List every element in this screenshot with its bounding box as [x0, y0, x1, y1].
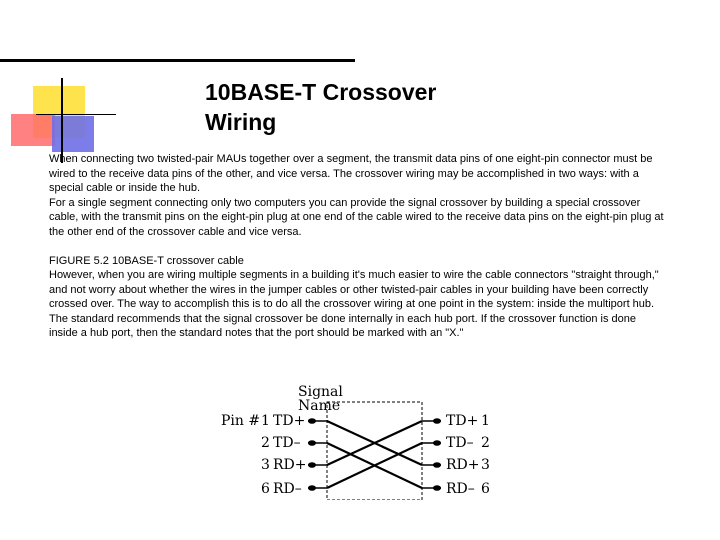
left-pin-2: 2 — [261, 435, 270, 451]
right-signal-td-minus: TD– — [446, 435, 474, 451]
left-signal-rd-plus: RD+ — [273, 457, 307, 473]
left-signal-td-plus: TD+ — [273, 413, 306, 429]
decor-horizontal-line — [36, 114, 116, 115]
crossover-box — [327, 402, 422, 500]
figure-header-signal: Signal — [298, 384, 343, 400]
pin-prefix-label: Pin # — [221, 413, 261, 429]
right-dot-2 — [433, 440, 441, 446]
right-dot-1 — [433, 418, 441, 424]
slide-title — [205, 77, 436, 137]
right-pin-2: 2 — [481, 435, 490, 451]
decor-red-square — [11, 114, 55, 146]
right-dot-3 — [433, 462, 441, 468]
right-signal-td-plus: TD+ — [446, 413, 479, 429]
figure-caption: FIGURE 5.2 10BASE-T crossover cable — [49, 254, 244, 267]
right-signal-rd-minus: RD– — [446, 481, 475, 497]
paragraph-4: The standard recommends that the signal crossover be done internally in each hub port. If the crossover function is done inside a hub port, then the standard notes that the port should be marked with an "X." — [49, 312, 636, 339]
left-pin-3: 3 — [261, 457, 270, 473]
paragraph-1: When connecting two twisted-pair MAUs together over a segment, the transmit data pins of one eight-pin connector must be wired to the receive data pins of the other, and vice versa. The crossover wiring may be accomplished in two ways: with a special cable or inside the hub. — [49, 153, 653, 194]
figure-header-name: Name — [298, 398, 341, 414]
paragraph-2: For a single segment connecting only two computers you can provide the signal crossover by building a special crossover cable, with the transmit pins on the eight-pin plug at one end of the cable wired to the receive data pins on the eight-pin plug at the other end of the crossover cable and vice versa. — [49, 196, 664, 238]
paragraph-3: However, when you are wiring multiple segments in a building it's much easier to wire the cable connectors "straight through," and not worry about whether the wires in the jumper cables or other twisted-pair cables in your building have been correctly crossed over. The way to accomplish this is to do all the crossover wiring at one point in the system: inside the multiport hub. — [49, 269, 659, 310]
left-pin-1: 1 — [261, 413, 270, 429]
left-dot-1 — [308, 418, 316, 424]
left-signal-rd-minus: RD– — [273, 481, 302, 497]
right-pin-3: 3 — [481, 457, 490, 473]
left-pin-6: 6 — [261, 481, 270, 497]
decor-vertical-line — [61, 78, 63, 163]
slide-body — [49, 152, 664, 341]
decor-blue-square — [52, 116, 94, 152]
crossover-wiring-diagram — [215, 380, 505, 500]
left-signal-td-minus: TD– — [273, 435, 301, 451]
left-dot-2 — [308, 440, 316, 446]
title-line-2: Wiring — [205, 109, 277, 135]
right-dot-6 — [433, 485, 441, 491]
left-dot-6 — [308, 485, 316, 491]
title-line-1: 10BASE-T Crossover — [205, 79, 437, 105]
top-rule — [0, 59, 355, 62]
right-signal-rd-plus: RD+ — [446, 457, 480, 473]
left-dot-3 — [308, 462, 316, 468]
right-pin-1: 1 — [481, 413, 490, 429]
right-pin-6: 6 — [481, 481, 490, 497]
